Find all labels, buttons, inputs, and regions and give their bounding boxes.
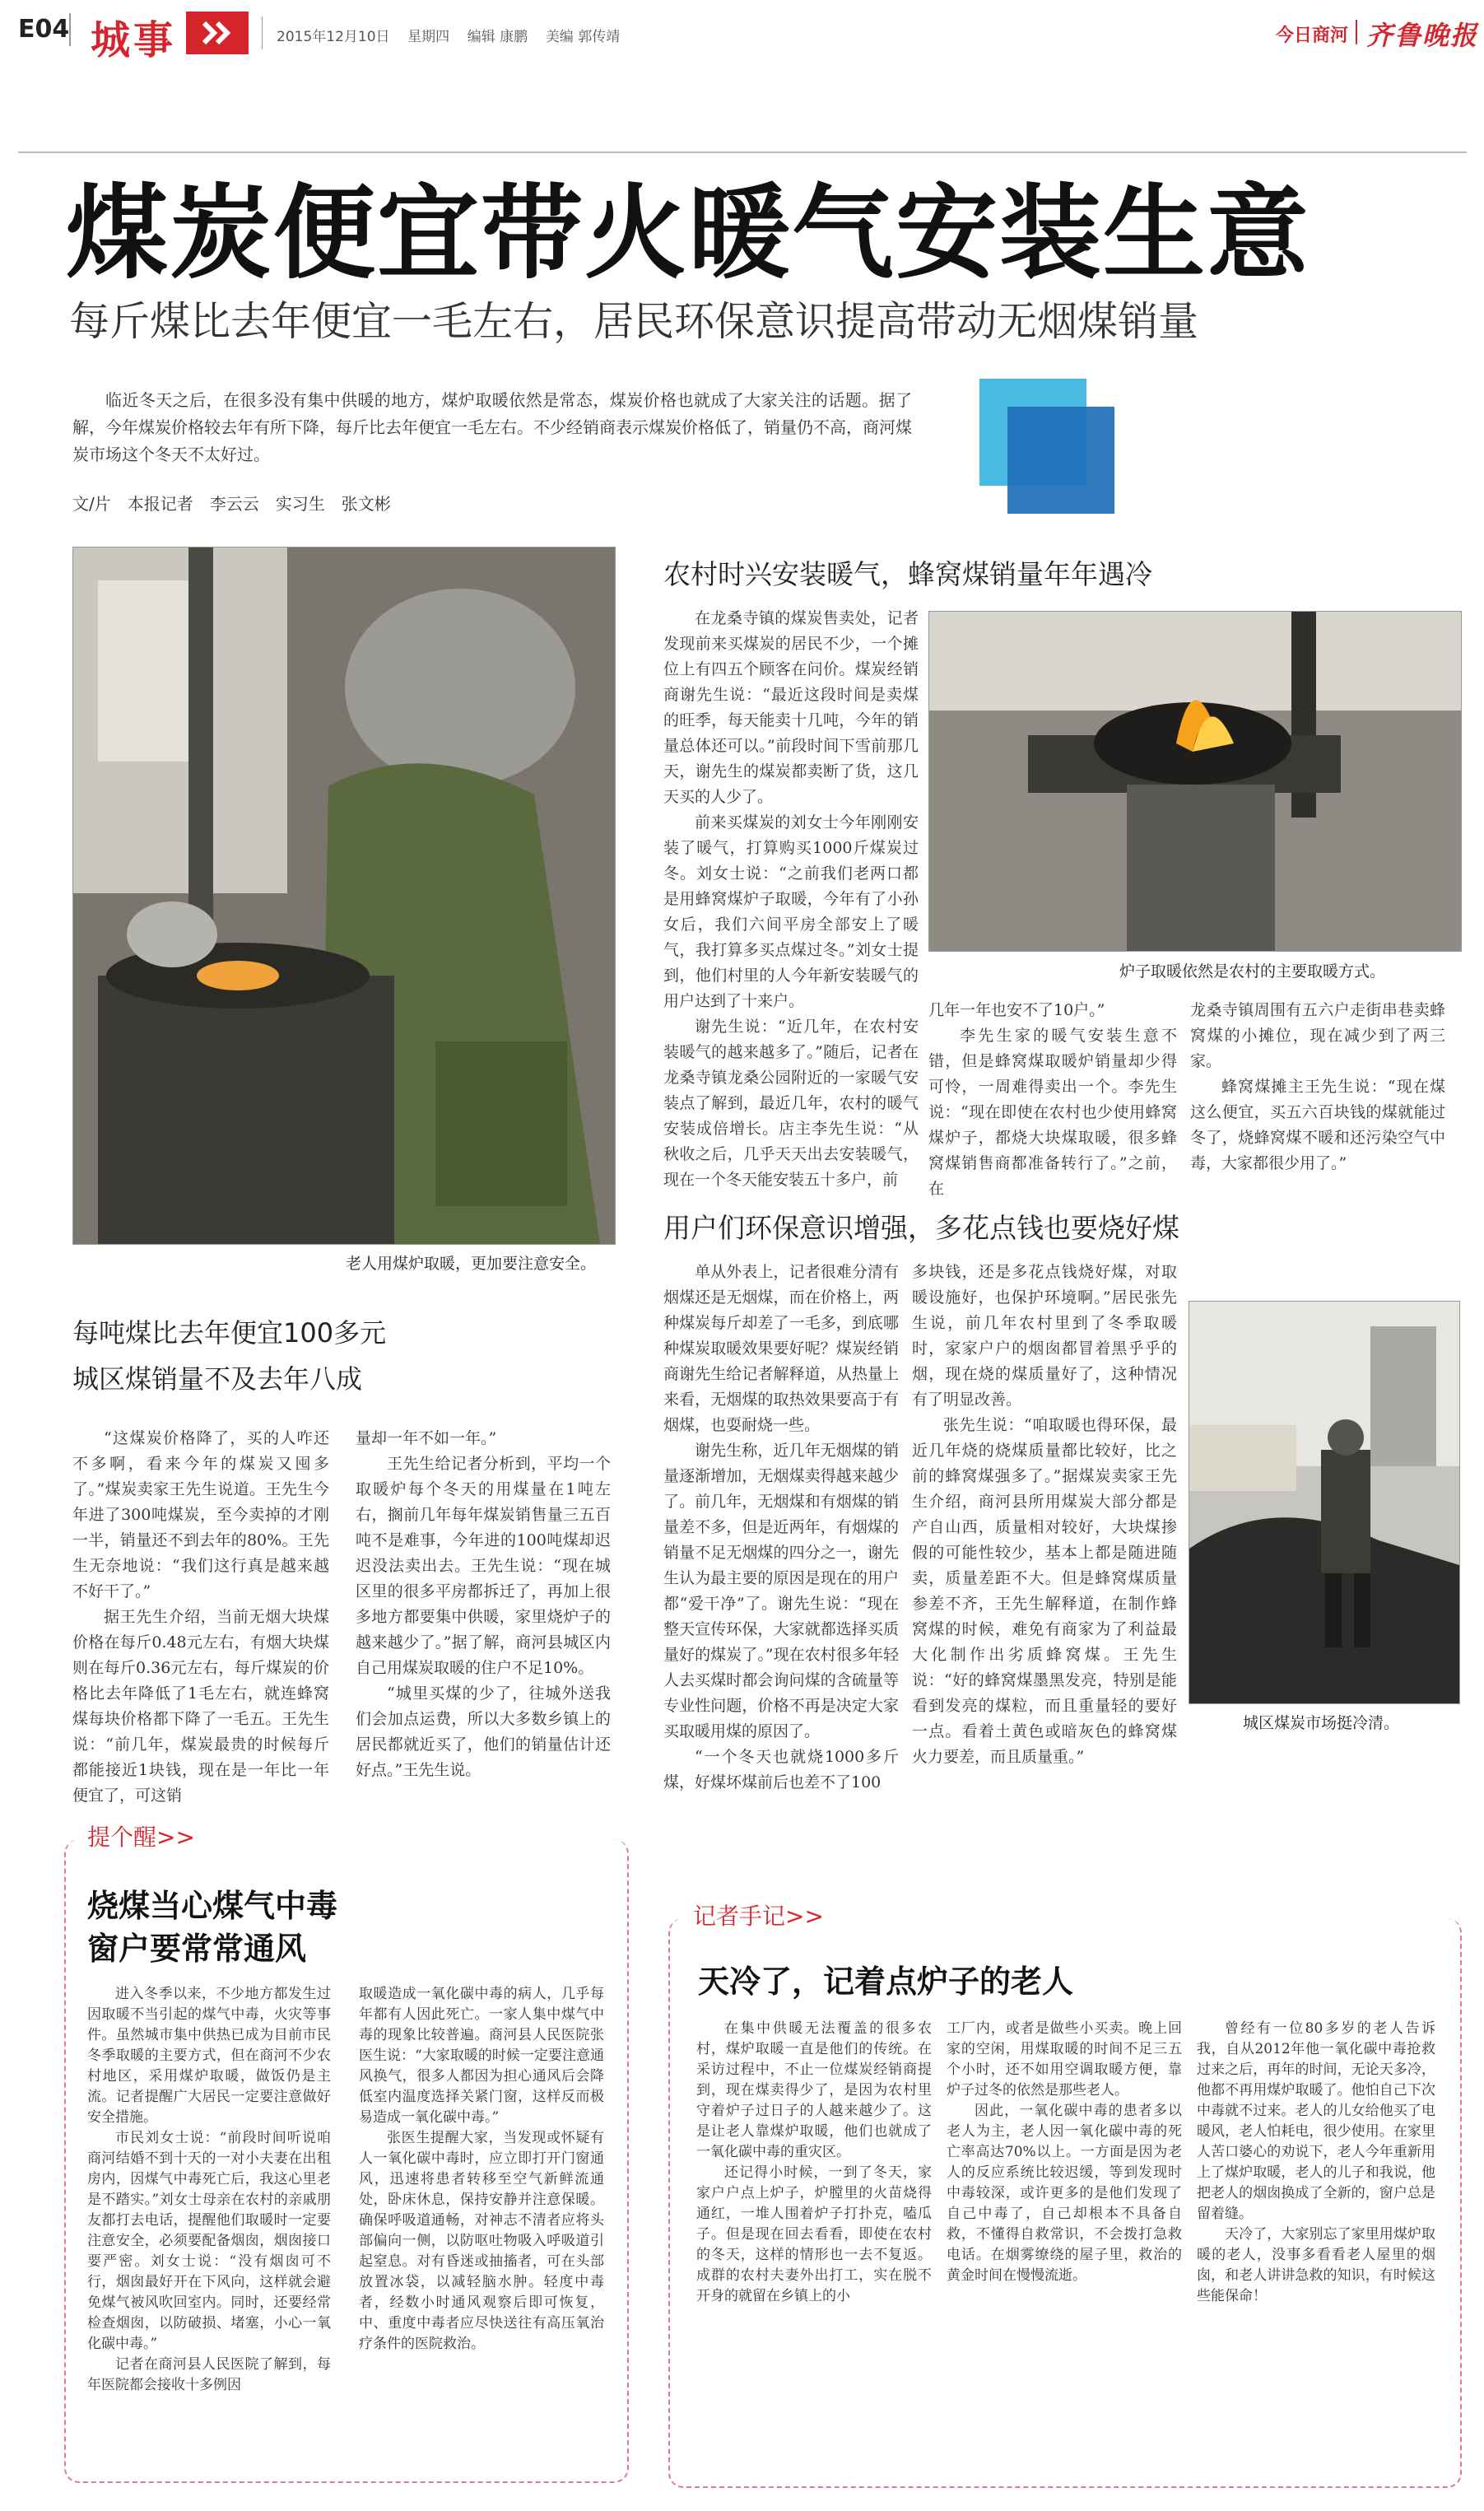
paragraph: 单从外表上，记者很难分清有烟煤还是无烟煤，而在价格上，两种煤炭每斤却差了一毛多，到底哪种煤炭取暖效果要好呢？煤炭经销商谢先生给记者解释道，从热量上来看，无烟煤的取热效果要高于有烟煤，也耍耐烧一些。: [663, 1263, 899, 1434]
header-divider-left: [69, 13, 71, 46]
section1-col3: [1190, 998, 1445, 1176]
paragraph: “城里买煤的少了，往城外送我们会加点运费，所以大多数乡镇上的居民都就近买了，他们的销量估计还好点。”王先生说。: [356, 1684, 611, 1779]
paragraph: 多块钱，还是多花点钱烧好煤，对取暖设施好，也保护环境啊。”居民张先生说，前几年农村里到了冬季取暖时，家家户户的烟囱都冒着黑乎乎的烟，现在烧的煤质量好了，这种情况有了明显改善。: [912, 1263, 1177, 1409]
notes-col1: [696, 2019, 932, 2307]
section-name: 城事: [91, 17, 177, 63]
section1-col2: [928, 998, 1177, 1202]
paragraph: 蜂窝煤摊主王先生说：“现在煤这么便宜，买五六百块钱的煤就能过冬了，烧蜂窝煤不暖和还污染空气中毒，大家都很少用了。”: [1190, 1078, 1445, 1172]
market-photo-caption: 城区煤炭市场挺冷清。: [1243, 1714, 1400, 1732]
section3-col1: [72, 1426, 329, 1809]
paragraph: 几年一年也安不了10户。”: [928, 1001, 1105, 1019]
reminder-tag: 提个醒>>: [81, 1819, 202, 1852]
section3-col2: [356, 1426, 611, 1783]
paragraph: 张先生说：“咱取暖也得环保，最近几年烧的烧煤质量都比较好，比之前的蜂窝煤强多了。”据煤炭卖家王先生介绍，商河县所用煤炭大部分都是产自山西，质量相对较好，大块煤掺假的可能性较少，基本上都是随进随卖，质量差距不大。但是蜂窝煤质量参差不齐，王先生解释道，在制作蜂窝煤的时候，难免有商家为了利益最大化制作出劣质蜂窝煤。王先生说：“好的蜂窝煤墨黑发亮，特别是能看到发亮的煤粒，而且重量轻的要好一点。看着土黄色或暗灰色的蜂窝煤火力要差，而且质量重。”: [912, 1416, 1177, 1766]
newspaper-logo: 齐鲁晚报: [1366, 20, 1479, 51]
issue-date: 2015年12月10日: [277, 29, 390, 45]
column-name: 今日商河: [1276, 26, 1349, 46]
section1-col1: [663, 606, 919, 1193]
decorative-squares: [971, 379, 1119, 519]
honeycomb-photo-caption: 炉子取暖依然是农村的主要取暖方式。: [1119, 962, 1386, 981]
notes-tag: 记者手记>>: [686, 1898, 830, 1931]
stove-photo: [72, 547, 616, 1245]
issue-weekday: 星期四: [407, 29, 450, 45]
notes-col2: [947, 2019, 1182, 2286]
paragraph: “一个冬天也就烧1000多斤煤，好煤坏煤前后也差不了100: [663, 1748, 899, 1791]
paragraph: 曾经有一位80多岁的老人告诉我，自从2012年他一氧化碳中毒抢救过来之后，再年的时间，无论天多冷，他都不再用煤炉取暖了。他怕自己下次中毒就不过来。老人的儿女给他买了电暖风，老人怕耗电，很少使用。在家里人苦口婆心的劝说下，老人今年重新用上了煤炉取暖，老人的儿子和我说，他把老人的烟囱换成了全新的，窗户总是留着缝。: [1197, 2020, 1435, 2222]
stove-photo-caption: 老人用煤炉取暖，更加要注意安全。: [346, 1255, 597, 1273]
reminder-col1: [87, 1984, 331, 2396]
section3-title-line2: 城区煤销量不及去年八成: [72, 1363, 363, 1395]
header-divider-right: [1356, 20, 1357, 44]
header-meta: [277, 25, 620, 45]
reminder-col2: [359, 1984, 604, 2355]
reminder-title-line2: 窗户要常常通风: [87, 1931, 307, 1967]
paragraph: 李先生家的暖气安装生意不错，但是蜂窝煤取暖炉销量却少得可怜，一周难得卖出一个。李先生说：“现在即使在农村也少使用蜂窝煤炉子，都烧大块煤取暖，很多蜂窝煤销售商都准备转行了。”之前，在: [928, 1027, 1177, 1198]
headline-subtitle: 每斤煤比去年便宜一毛左右，居民环保意识提高带动无烟煤销量: [69, 298, 1199, 345]
paragraph: 量却一年不如一年。”: [356, 1429, 497, 1447]
paragraph: 在集中供暖无法覆盖的很多农村，煤炉取暖一直是他们的传统。在采访过程中，不止一位煤炭经销商提到，现在煤卖得少了，是因为农村里守着炉子过日子的人越来越少了。这是让老人靠煤炉取暖，他们也就成了一氧化碳中毒的重灾区。: [696, 2020, 932, 2160]
paragraph: 取暖造成一氧化碳中毒的病人，几乎每年都有人因此死亡。一家人集中煤气中毒的现象比较普遍。商河县人民医院张医生说：“大家取暖的时候一定要注意通风换气，很多人都因为担心通风后会降低室内温度选择关紧门窗，这样反而极易造成一氧化碳中毒。”: [359, 1986, 604, 2126]
section1-title: 农村时兴安装暖气，蜂窝煤销量年年遇冷: [663, 558, 1152, 590]
paragraph: 王先生给记者分析到，平均一个取暖炉每个冬天的用煤量在1吨左右，搁前几年每年煤炭销售量三五百吨不是难事，今年进的100吨煤却迟迟没法卖出去。王先生说：“现在城区里的很多平房都拆迁了，再加上很多地方都要集中供暖，家里烧炉子的越来越少了。”据了解，商河县城区内自己用煤炭取暖的住户不足10%。: [356, 1455, 611, 1677]
paragraph: 龙桑寺镇周围有五六户走街串巷卖蜂窝煤的小摊位，现在减少到了两三家。: [1190, 1001, 1445, 1070]
reminder-title-line1: 烧煤当心煤气中毒: [87, 1888, 338, 1924]
section2-title: 用户们环保意识增强，多花点钱也要烧好煤: [663, 1212, 1179, 1244]
designer-credit: 美编 郭传靖: [545, 29, 621, 45]
notes-col3: [1197, 2019, 1435, 2307]
paragraph: 进入冬季以来，不少地方都发生过因取暖不当引起的煤气中毒，火灾等事件。虽然城市集中供热已成为目前市民冬季取暖的主要方式，但在商河不少农村地区，采用煤炉取暖，做饭仍是主流。记者提醒广大居民一定要注意做好安全措施。: [87, 1986, 331, 2126]
honeycomb-stove-photo: [928, 611, 1462, 952]
paragraph: 因此，一氧化碳中毒的患者多以老人为主，老人因一氧化碳中毒的死亡率高达70%以上。一方面是因为老人的反应系统比较迟缓，等到发现时中毒较深，或许更多的是他们发现了自己中毒了，自己却根本不具备自救，不懂得自救常识，不会拨打急救电话。在烟雾缭绕的屋子里，救治的黄金时间在慢慢流逝。: [947, 2103, 1182, 2284]
header-divider-mid: [262, 16, 263, 49]
section2-col2: [912, 1260, 1177, 1770]
lead-paragraph: 临近冬天之后，在很多没有集中供暖的地方，煤炉取暖依然是常态，煤炭价格也就成了大家关注的话题。据了解，今年煤炭价格较去年有所下降，每斤比去年便宜一毛左右。不少经销商表示煤炭价格低了，销量仍不高，商河煤炭市场这个冬天不太好过。: [72, 390, 912, 464]
byline: 文/片 本报记者 李云云 实习生 张文彬: [72, 494, 391, 514]
paragraph: 据王先生介绍，当前无烟大块煤价格在每斤0.48元左右，有烟大块煤则在每斤0.36元左右，每斤煤炭的价格比去年降低了1毛左右，就连蜂窝煤每块价格都下降了一毛五。王先生说：“前几年，煤炭最贵的时候每斤都能接近1块钱，现在是一年比一年便宜了，可这销: [72, 1608, 329, 1805]
headline-title: 煤炭便宜带火暖气安装生意: [66, 175, 1311, 293]
section3-title-line1: 每吨煤比去年便宜100多元: [72, 1317, 387, 1349]
editor-credit: 编辑 康鹏: [467, 29, 528, 45]
coal-market-photo: [1189, 1301, 1460, 1704]
section2-col1: [663, 1260, 899, 1796]
page-number: E04: [18, 15, 70, 44]
paragraph: 谢先生说：“近几年，在农村安装暖气的越来越多了。”随后，记者在龙桑寺镇龙桑公园附近的一家暖气安装点了解到，最近几年，农村的暖气安装成倍增长。店主李先生说：“从秋收之后，几乎天天出去安装暖气，现在一个冬天能安装五十多户，前: [663, 1018, 919, 1189]
paragraph: 谢先生称，近几年无烟煤的销量逐渐增加，无烟煤卖得越来越少了。前几年，无烟煤和有烟煤的销量差不多，但是近两年，有烟煤的销量不足无烟煤的四分之一，谢先生认为最主要的原因是现在的用户都“爱干净”了。谢先生说：“现在整天宣传环保，大家就都选择买质量好的煤炭了。”现在农村很多年轻人去买煤时都会询问煤的含硫量等专业性问题，价格不再是决定大家买取暖用煤的原因了。: [663, 1442, 899, 1740]
paragraph: 天冷了，大家别忘了家里用煤炉取暖的老人，没事多看看老人屋里的烟囱，和老人讲讲急救的知识，有时候这些能保命！: [1197, 2226, 1435, 2304]
paragraph: 工厂内，或者是做些小买卖。晚上回家的空闲，用煤取暖的时间不足三五个小时，还不如用空调取暖方便，靠炉子过冬的依然是那些老人。: [947, 2020, 1182, 2099]
paragraph: 市民刘女士说：“前段时间听说咱商河结婚不到十天的一对小夫妻在出租房内，因煤气中毒死亡后，我这心里老是不踏实。”刘女士母亲在农村的亲戚朋友都打去电话，提醒他们取暖时一定要注意安全，必须要配备烟囱，烟囱接口要严密。刘女士说：“没有烟囱可不行，烟囱最好开在下风向，这样就会避免煤气被风吹回室内。同时，还要经常检查烟囱，以防破损、堵塞，小心一氧化碳中毒。”: [87, 2130, 331, 2352]
paragraph: 张医生提醒大家，当发现或怀疑有人一氧化碳中毒时，应立即打开门窗通风，迅速将患者转移至空气新鲜流通处，卧床休息，保持安静并注意保暖。确保呼吸道通畅，对神志不清者应将头部偏向一侧，以防呕吐物吸入呼吸道引起窒息。对有昏迷或抽搐者，可在头部放置冰袋，以减轻脑水肿。轻度中毒者，经数小时通风观察后即可恢复，中、重度中毒者应尽快送往有高压氧治疗条件的医院救治。: [359, 2130, 604, 2352]
paragraph: 前来买煤炭的刘女士今年刚刚安装了暖气，打算购买1000斤煤炭过冬。刘女士说：“之前我们老两口都是用蜂窝煤炉子取暖，今年有了小孙女后，我们六间平房全部安上了暖气，我打算多买点煤过冬。”刘女士提到，他们村里的人今年新安装暖气的用户达到了十来户。: [663, 813, 919, 1010]
notes-title: 天冷了，记着点炉子的老人: [698, 1964, 1074, 2000]
paragraph: 记者在商河县人民医院了解到，每年医院都会接收十多例因: [87, 2356, 331, 2393]
header-rule: [18, 151, 1467, 153]
double-chevron-icon: [186, 12, 249, 54]
paragraph: 还记得小时候，一到了冬天，家家户户点上炉子，炉膛里的火苗烧得通红，一堆人围着炉子打扑克，嗑瓜子。但是现在回去看看，即使在农村的冬天，这样的情形也一去不复返。成群的农村夫妻外出打工，实在脱不开身的就留在乡镇上的小: [696, 2164, 932, 2304]
paragraph: “这煤炭价格降了，买的人咋还不多啊，看来今年的煤炭又囤多了。”煤炭卖家王先生说道。王先生今年进了300吨煤炭，至今卖掉的才刚一半，销量还不到去年的80%。王先生无奈地说：“我们这行真是越来越不好干了。”: [72, 1429, 329, 1600]
paragraph: 在龙桑寺镇的煤炭售卖处，记者发现前来买煤炭的居民不少，一个摊位上有四五个顾客在问价。煤炭经销商谢先生说：“最近这段时间是卖煤的旺季，每天能卖十几吨，今年的销量总体还可以。”前段时间下雪前那几天，谢先生的煤炭都卖断了货，这几天买的人少了。: [663, 609, 919, 806]
